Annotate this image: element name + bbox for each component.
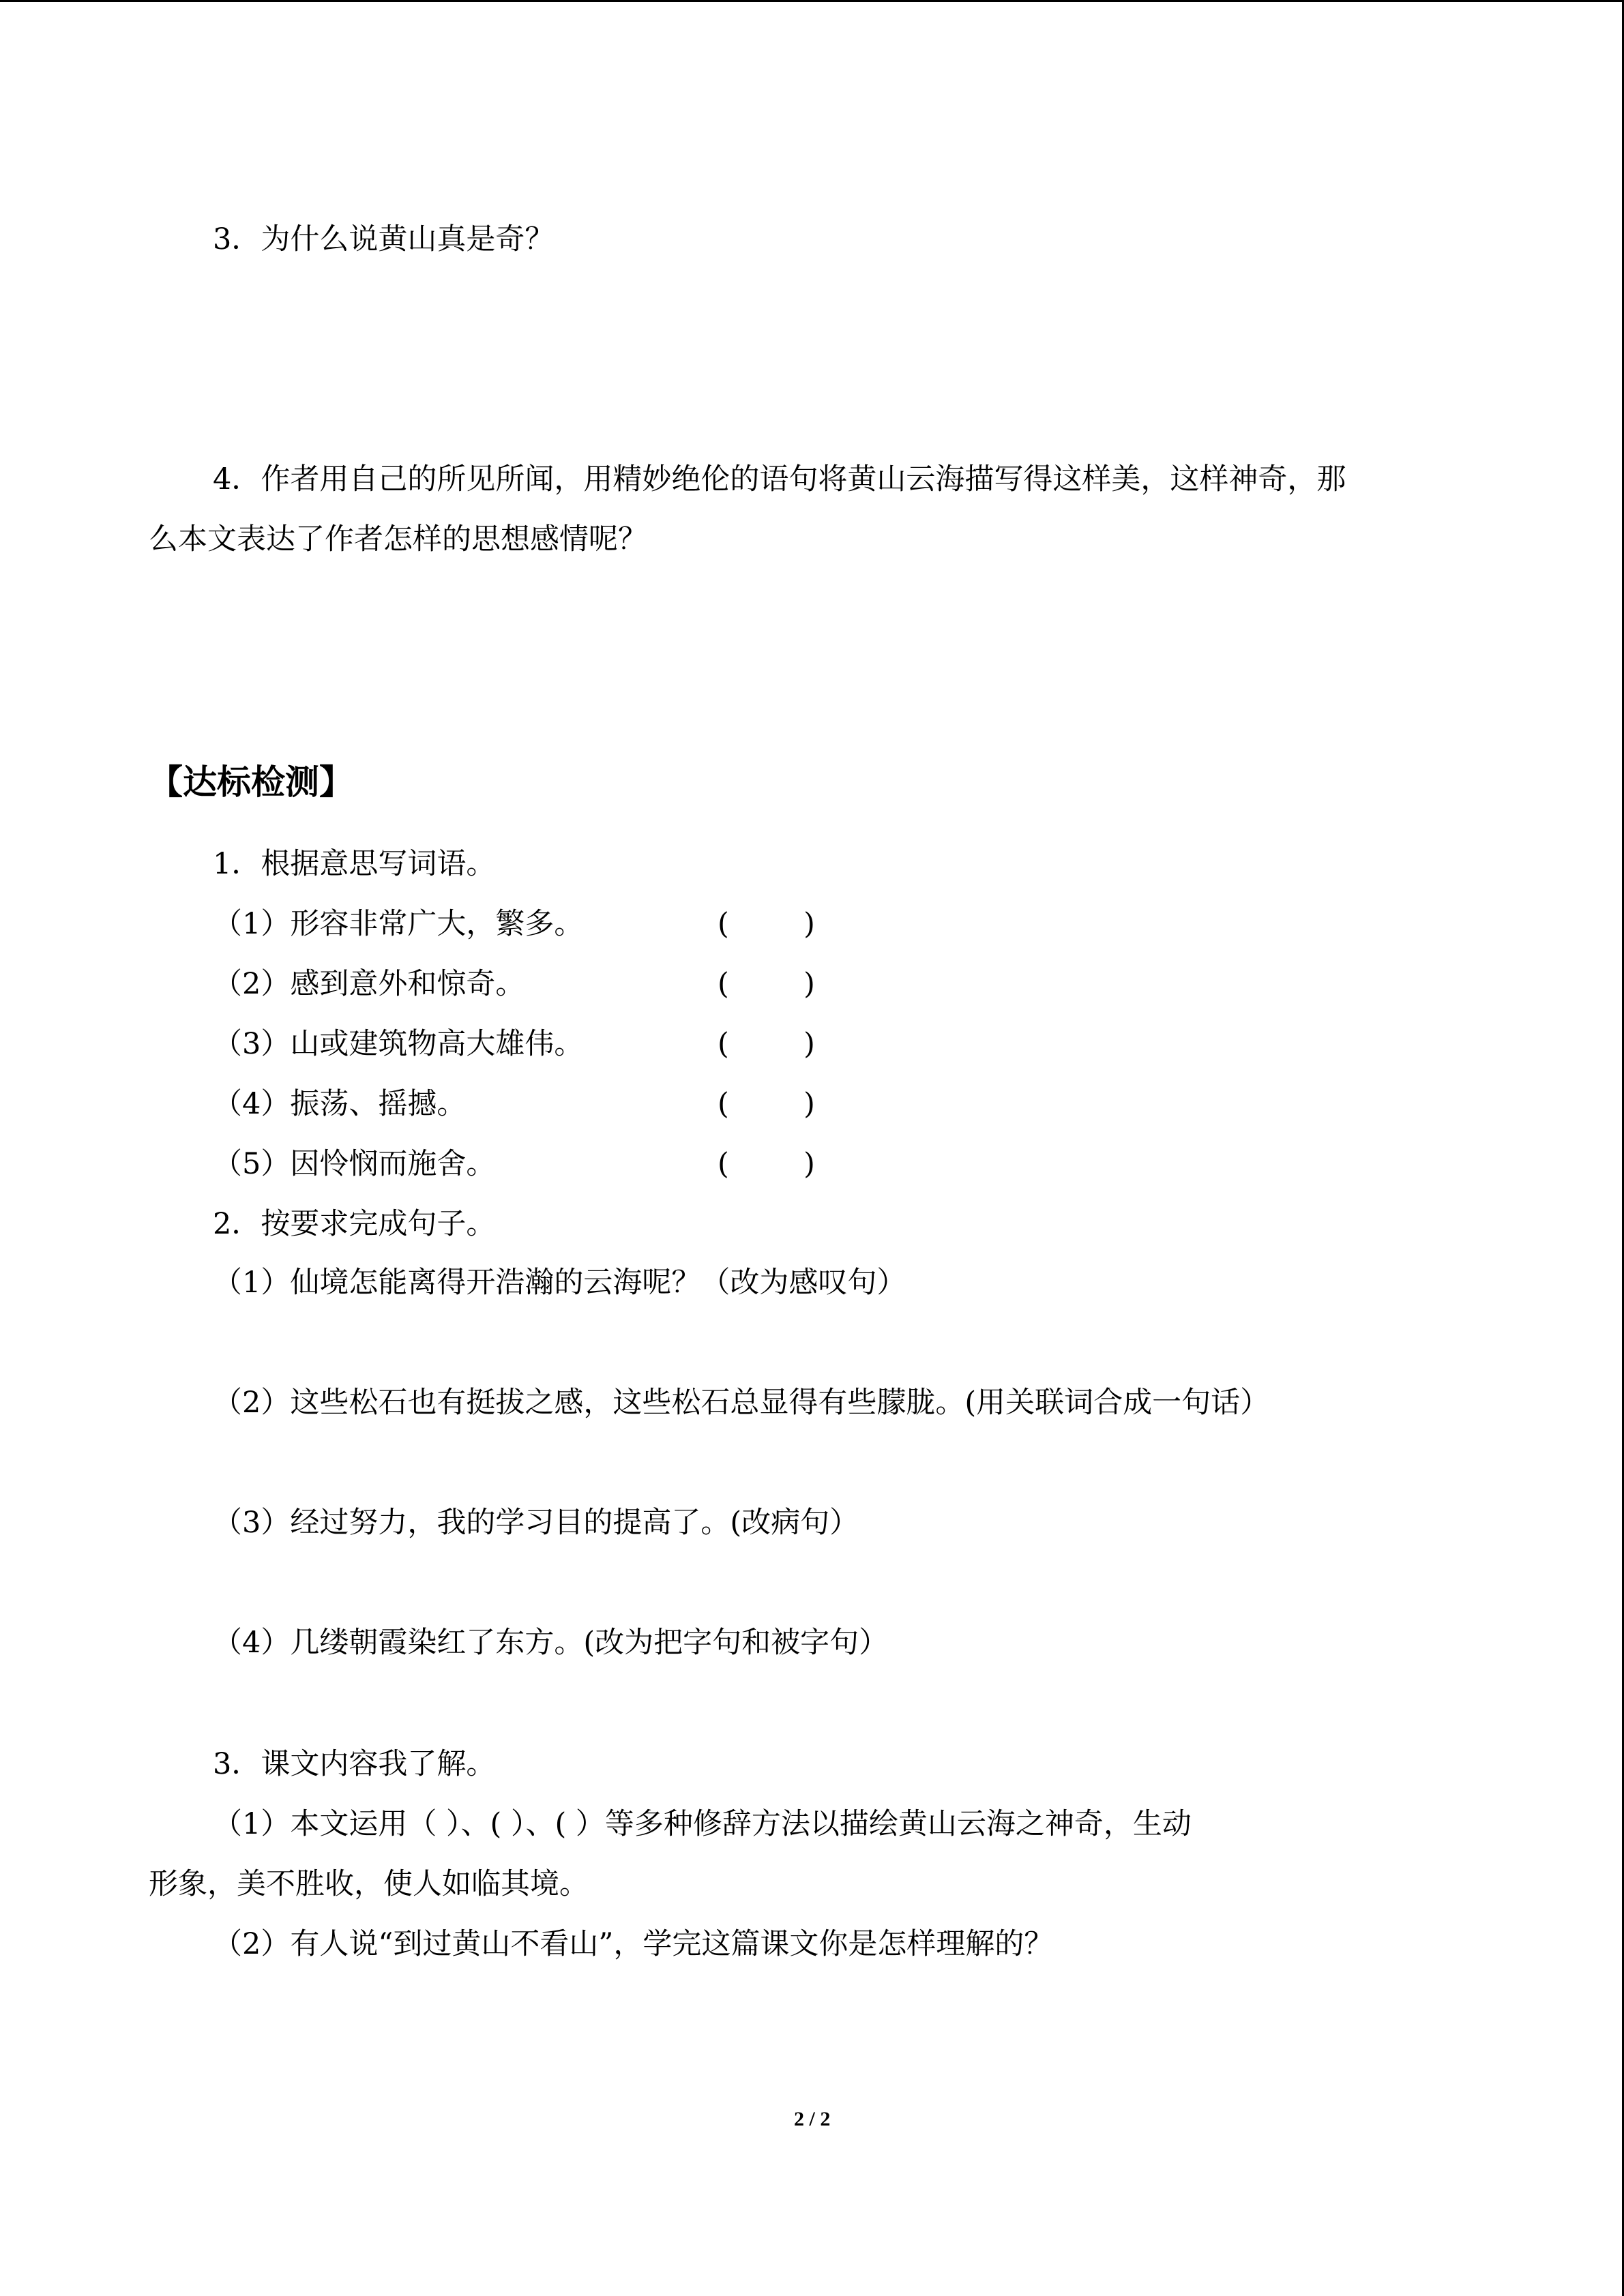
- task-2-title: 2．按要求完成句子。: [213, 1207, 496, 1241]
- task-1-item-5: （5）因怜悯而施舍。: [213, 1147, 496, 1181]
- answer-blank: ( ): [718, 1087, 815, 1121]
- task-1-item-4: （4）振荡、摇撼。: [213, 1087, 467, 1121]
- question-4-line-2: 么本文表达了作者怎样的思想感情呢？: [149, 522, 647, 556]
- task-3-item-1-line-2: 形象，美不胜收，使人如临其境。: [149, 1867, 589, 1901]
- task-3-item-1-line-1: （1）本文运用（ ）、( ）、( ）等多种修辞方法以描绘黄山云海之神奇，生动: [213, 1807, 1192, 1841]
- task-2-item-3: （3）经过努力，我的学习目的提高了。(改病句）: [213, 1506, 859, 1540]
- answer-blank: ( ): [718, 907, 815, 941]
- task-2-item-2: （2）这些松石也有挺拔之感，这些松石总显得有些朦胧。(用关联词合成一句话）: [213, 1386, 1270, 1420]
- section-title: 【达标检测】: [149, 762, 353, 802]
- answer-blank: ( ): [718, 1147, 815, 1181]
- task-3-title: 3．课文内容我了解。: [213, 1747, 496, 1781]
- question-4-line-1: 4．作者用自己的所见所闻，用精妙绝伦的语句将黄山云海描写得这样美，这样神奇，那: [213, 462, 1346, 496]
- task-2-item-1: （1）仙境怎能离得开浩瀚的云海呢？（改为感叹句）: [213, 1266, 906, 1300]
- task-1-title: 1．根据意思写词语。: [213, 847, 496, 881]
- question-3: 3．为什么说黄山真是奇？: [213, 222, 555, 256]
- task-1-item-3: （3）山或建筑物高大雄伟。: [213, 1027, 584, 1061]
- page-number: 2 / 2: [794, 2108, 831, 2130]
- task-1-item-1: （1）形容非常广大，繁多。: [213, 907, 584, 941]
- answer-blank: ( ): [718, 967, 815, 1001]
- answer-blank: ( ): [718, 1027, 815, 1061]
- task-3-item-2: （2）有人说“到过黄山不看山”，学完这篇课文你是怎样理解的？: [213, 1927, 1054, 1961]
- task-1-item-2: （2）感到意外和惊奇。: [213, 967, 525, 1001]
- task-2-item-4: （4）几缕朝霞染红了东方。(改为把字句和被字句）: [213, 1626, 889, 1660]
